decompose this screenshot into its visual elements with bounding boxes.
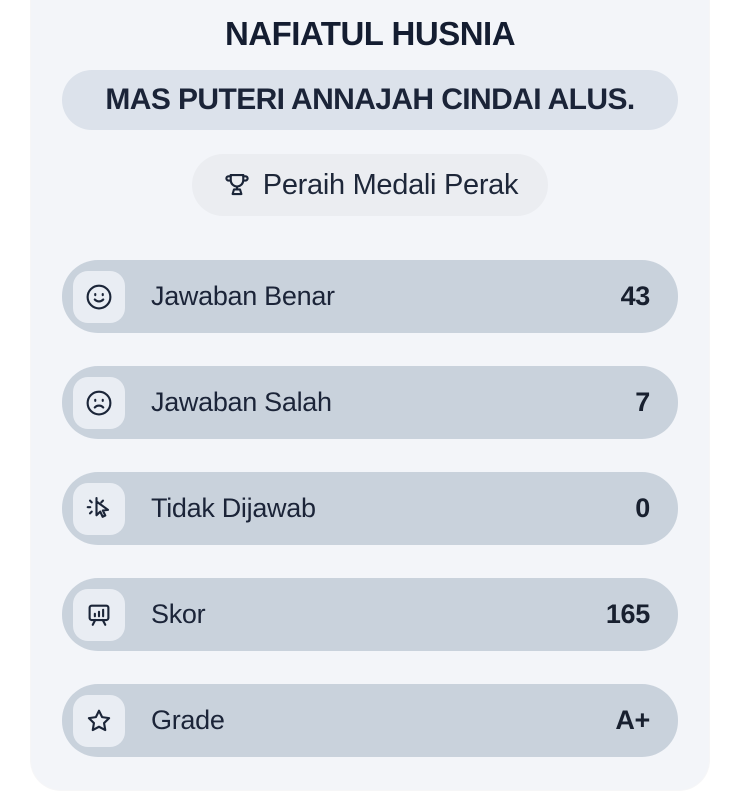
stat-row-jawaban-salah: [62, 366, 678, 439]
award-badge: [192, 154, 548, 216]
icon-chip: [73, 271, 125, 323]
result-card: [31, 0, 709, 790]
stat-label: Skor: [151, 599, 206, 629]
star-icon: [84, 706, 114, 736]
stat-value: 0: [635, 493, 650, 523]
stat-value: 43: [620, 281, 650, 311]
school-pill: [62, 70, 678, 130]
icon-chip: [73, 483, 125, 535]
stat-label: Tidak Dijawab: [151, 493, 316, 523]
student-name: NAFIATUL HUSNIA: [224, 15, 516, 52]
stat-row-tidak-dijawab: [62, 472, 678, 545]
stat-label: Jawaban Salah: [151, 387, 332, 417]
icon-chip: [73, 695, 125, 747]
stat-label: Jawaban Benar: [151, 281, 335, 311]
trophy-icon: [222, 170, 252, 200]
cursor-click-icon: [84, 494, 114, 524]
stat-label: Grade: [151, 705, 225, 735]
award-label: Peraih Medali Perak: [262, 168, 519, 201]
school-name: MAS PUTERI ANNAJAH CINDAI ALUS.: [105, 83, 635, 116]
stat-value: 7: [635, 387, 650, 417]
icon-chip: [73, 589, 125, 641]
award-row: [62, 154, 678, 216]
stats-list: [62, 260, 678, 757]
stat-value: A+: [615, 705, 650, 735]
stat-value: 165: [605, 599, 650, 629]
stat-row-jawaban-benar: [62, 260, 678, 333]
stat-row-skor: [62, 578, 678, 651]
icon-chip: [73, 377, 125, 429]
frown-face-icon: [84, 388, 114, 418]
smile-face-icon: [84, 282, 114, 312]
presentation-chart-icon: [84, 600, 114, 630]
stat-row-grade: [62, 684, 678, 757]
